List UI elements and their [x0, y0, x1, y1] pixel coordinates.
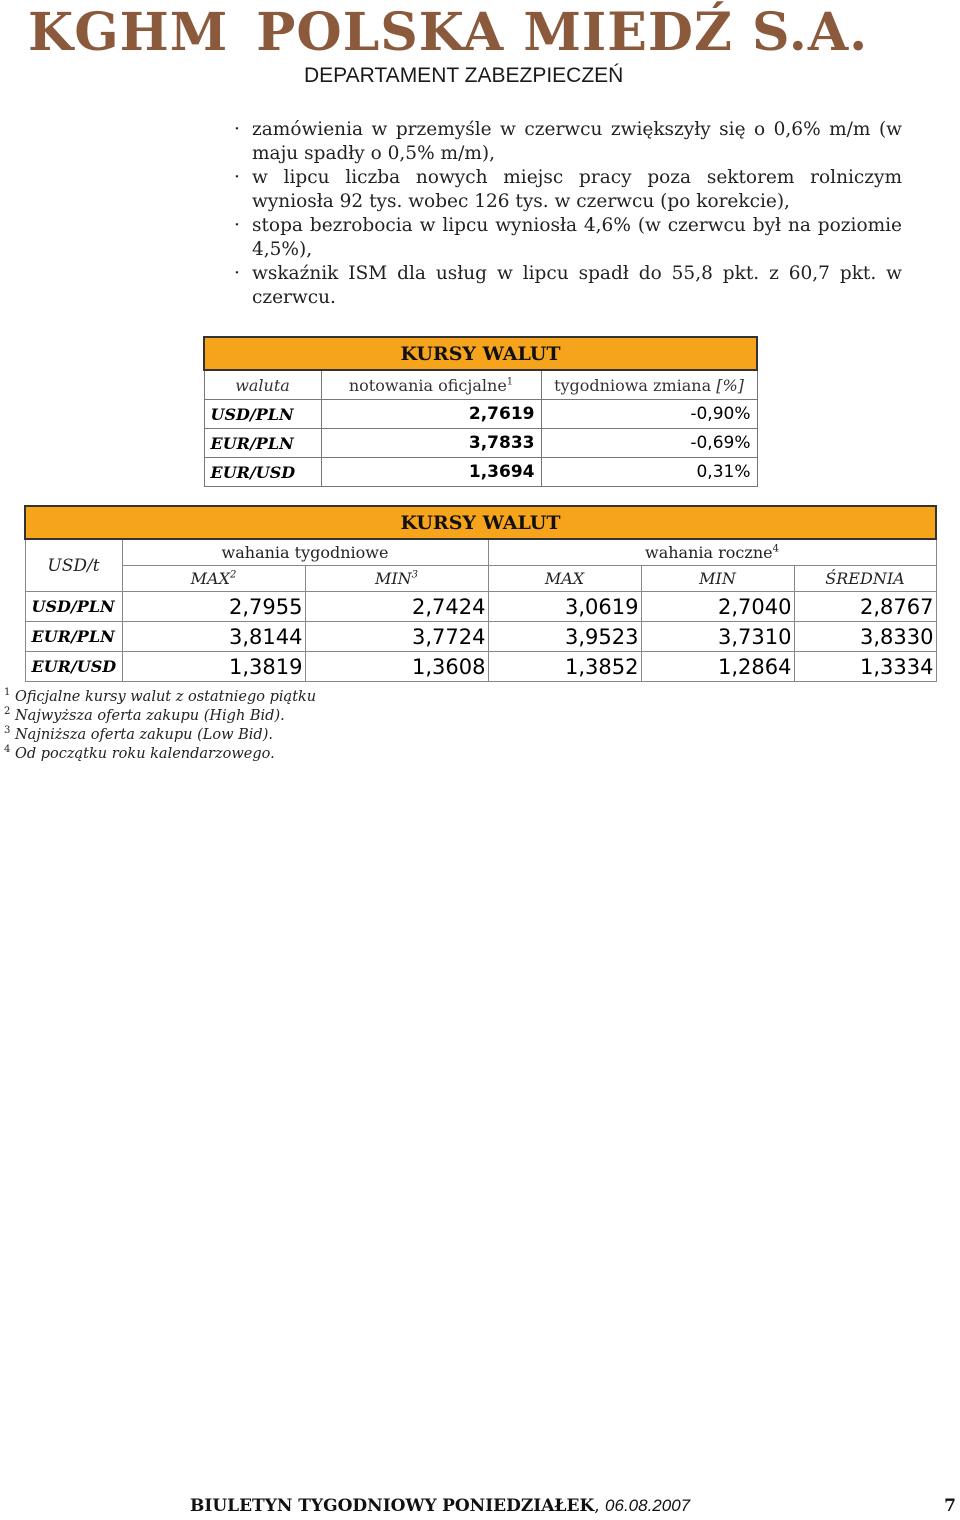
footnote-ref: 3: [411, 569, 419, 581]
cell-value: 1,3334: [794, 652, 936, 682]
cell-value: 2,7955: [122, 592, 305, 622]
cell-value: 2,7424: [305, 592, 488, 622]
weekly-change: -0,69%: [541, 429, 757, 458]
cell-value: 1,3852: [488, 652, 641, 682]
col-header-zmiana: [541, 370, 757, 400]
cell-value: 1,3819: [122, 652, 305, 682]
table-group-header-row: [25, 539, 936, 566]
department-name: DEPARTAMENT ZABEZPIECZEŃ: [304, 64, 624, 87]
table-row: [25, 592, 936, 622]
col-label: MIN: [699, 569, 736, 588]
footnote-number: 2: [4, 706, 11, 718]
cell-value: 2,7040: [641, 592, 794, 622]
footnote-text: Od początku roku kalendarzowego.: [14, 746, 275, 762]
footnote: [4, 745, 316, 764]
footnote-number: 4: [4, 744, 11, 756]
company-logo: [28, 4, 948, 62]
page-header: [28, 2, 948, 87]
corner-label: USD/t: [25, 539, 122, 592]
currency-pair: EUR/PLN: [204, 429, 321, 458]
cell-value: 3,8330: [794, 622, 936, 652]
col-header-waluta: waluta: [204, 370, 321, 400]
weekly-change: -0,90%: [541, 400, 757, 429]
bullet-item: · zamówienia w przemyśle w czerwcu zwiększyły się o 0,6% m/m (w maju spadły o 0,5% m/m),: [232, 118, 902, 166]
table-row: [204, 458, 757, 487]
currency-range-table: [24, 505, 937, 682]
bulletin-title: BIULETYN TYGODNIOWY: [190, 1496, 437, 1516]
bullet-item: · w lipcu liczba nowych miejsc pracy poza sektorem rolniczym wyniosła 92 tys. wobec 126 tys. w czerwcu (po korekcie),: [232, 166, 902, 214]
group-yearly: [488, 539, 936, 566]
table-row: [25, 652, 936, 682]
footnote-text: Oficjalne kursy walut z ostatniego piątku: [14, 689, 317, 705]
cell-value: 3,7310: [641, 622, 794, 652]
footnote-text: Najwyższa oferta zakupu (High Bid).: [14, 708, 285, 724]
col-header-zmiana-label: tygodniowa zmiana: [554, 375, 712, 395]
col-label: MIN: [374, 569, 412, 588]
cell-value: 3,7724: [305, 622, 488, 652]
bullet-item: · wskaźnik ISM dla usług w lipcu spadł do 55,8 pkt. z 60,7 pkt. w czerwcu.: [232, 262, 902, 310]
cell-value: 1,3608: [305, 652, 488, 682]
footnote-number: 1: [4, 687, 11, 699]
page-footer: BIULETYN TYGODNIOWY PONIEDZIAŁEK, 06.08.2007 7: [190, 1496, 956, 1516]
currency-pair: USD/PLN: [25, 592, 122, 622]
official-rate: 3,7833: [321, 429, 541, 458]
cell-value: 3,0619: [488, 592, 641, 622]
col-label: ŚREDNIA: [825, 569, 905, 588]
col-label: MAX: [190, 569, 230, 588]
table-row: [25, 622, 936, 652]
bullet-list: [232, 118, 902, 310]
footnote-ref: 1: [506, 376, 514, 388]
footnote-ref: 4: [772, 543, 779, 555]
col-header-zmiana-unit: [%]: [716, 375, 744, 395]
bulletin-day: PONIEDZIAŁEK: [442, 1496, 595, 1516]
footnotes: [4, 688, 316, 764]
footnote: [4, 707, 316, 726]
cell-value: 3,8144: [122, 622, 305, 652]
table-title: KURSY WALUT: [204, 337, 757, 370]
col-header-notowania-label: notowania oficjalne: [348, 375, 507, 395]
cell-value: 2,8767: [794, 592, 936, 622]
table-title: KURSY WALUT: [25, 506, 936, 539]
footnote-number: 3: [4, 725, 11, 737]
currency-pair: EUR/PLN: [25, 622, 122, 652]
official-rate: 1,3694: [321, 458, 541, 487]
bulletin-date: 06.08.2007: [605, 1496, 691, 1515]
bullet-item: · stopa bezrobocia w lipcu wyniosła 4,6% (w czerwcu był na poziomie 4,5%),: [232, 214, 902, 262]
col-header-average: [794, 566, 936, 592]
col-header-min-yearly: [641, 566, 794, 592]
table-row: [204, 429, 757, 458]
group-weekly: wahania tygodniowe: [122, 539, 488, 566]
logo-polska-miedz: POLSKA MIEDŹ S.A.: [256, 2, 869, 63]
col-label: MAX: [544, 569, 585, 588]
currency-pair: USD/PLN: [204, 400, 321, 429]
footnote-ref: 2: [229, 569, 237, 581]
col-header-min-weekly: [305, 566, 488, 592]
cell-value: 1,2864: [641, 652, 794, 682]
currency-rates-table: [203, 336, 758, 487]
col-header-notowania: [321, 370, 541, 400]
table-row: [204, 400, 757, 429]
currency-pair: EUR/USD: [25, 652, 122, 682]
cell-value: 3,9523: [488, 622, 641, 652]
table-header-row: [204, 370, 757, 400]
page-number: 7: [944, 1496, 956, 1516]
footnote-text: Najniższa oferta zakupu (Low Bid).: [14, 727, 273, 743]
group-yearly-label: wahania roczne: [645, 543, 773, 562]
col-header-max-yearly: [488, 566, 641, 592]
footnote: [4, 726, 316, 745]
weekly-change: 0,31%: [541, 458, 757, 487]
table-header-row: [25, 566, 936, 592]
logo-kghm: KGHM: [28, 2, 229, 63]
col-header-max-weekly: [122, 566, 305, 592]
official-rate: 2,7619: [321, 400, 541, 429]
currency-pair: EUR/USD: [204, 458, 321, 487]
footnote: [4, 688, 316, 707]
